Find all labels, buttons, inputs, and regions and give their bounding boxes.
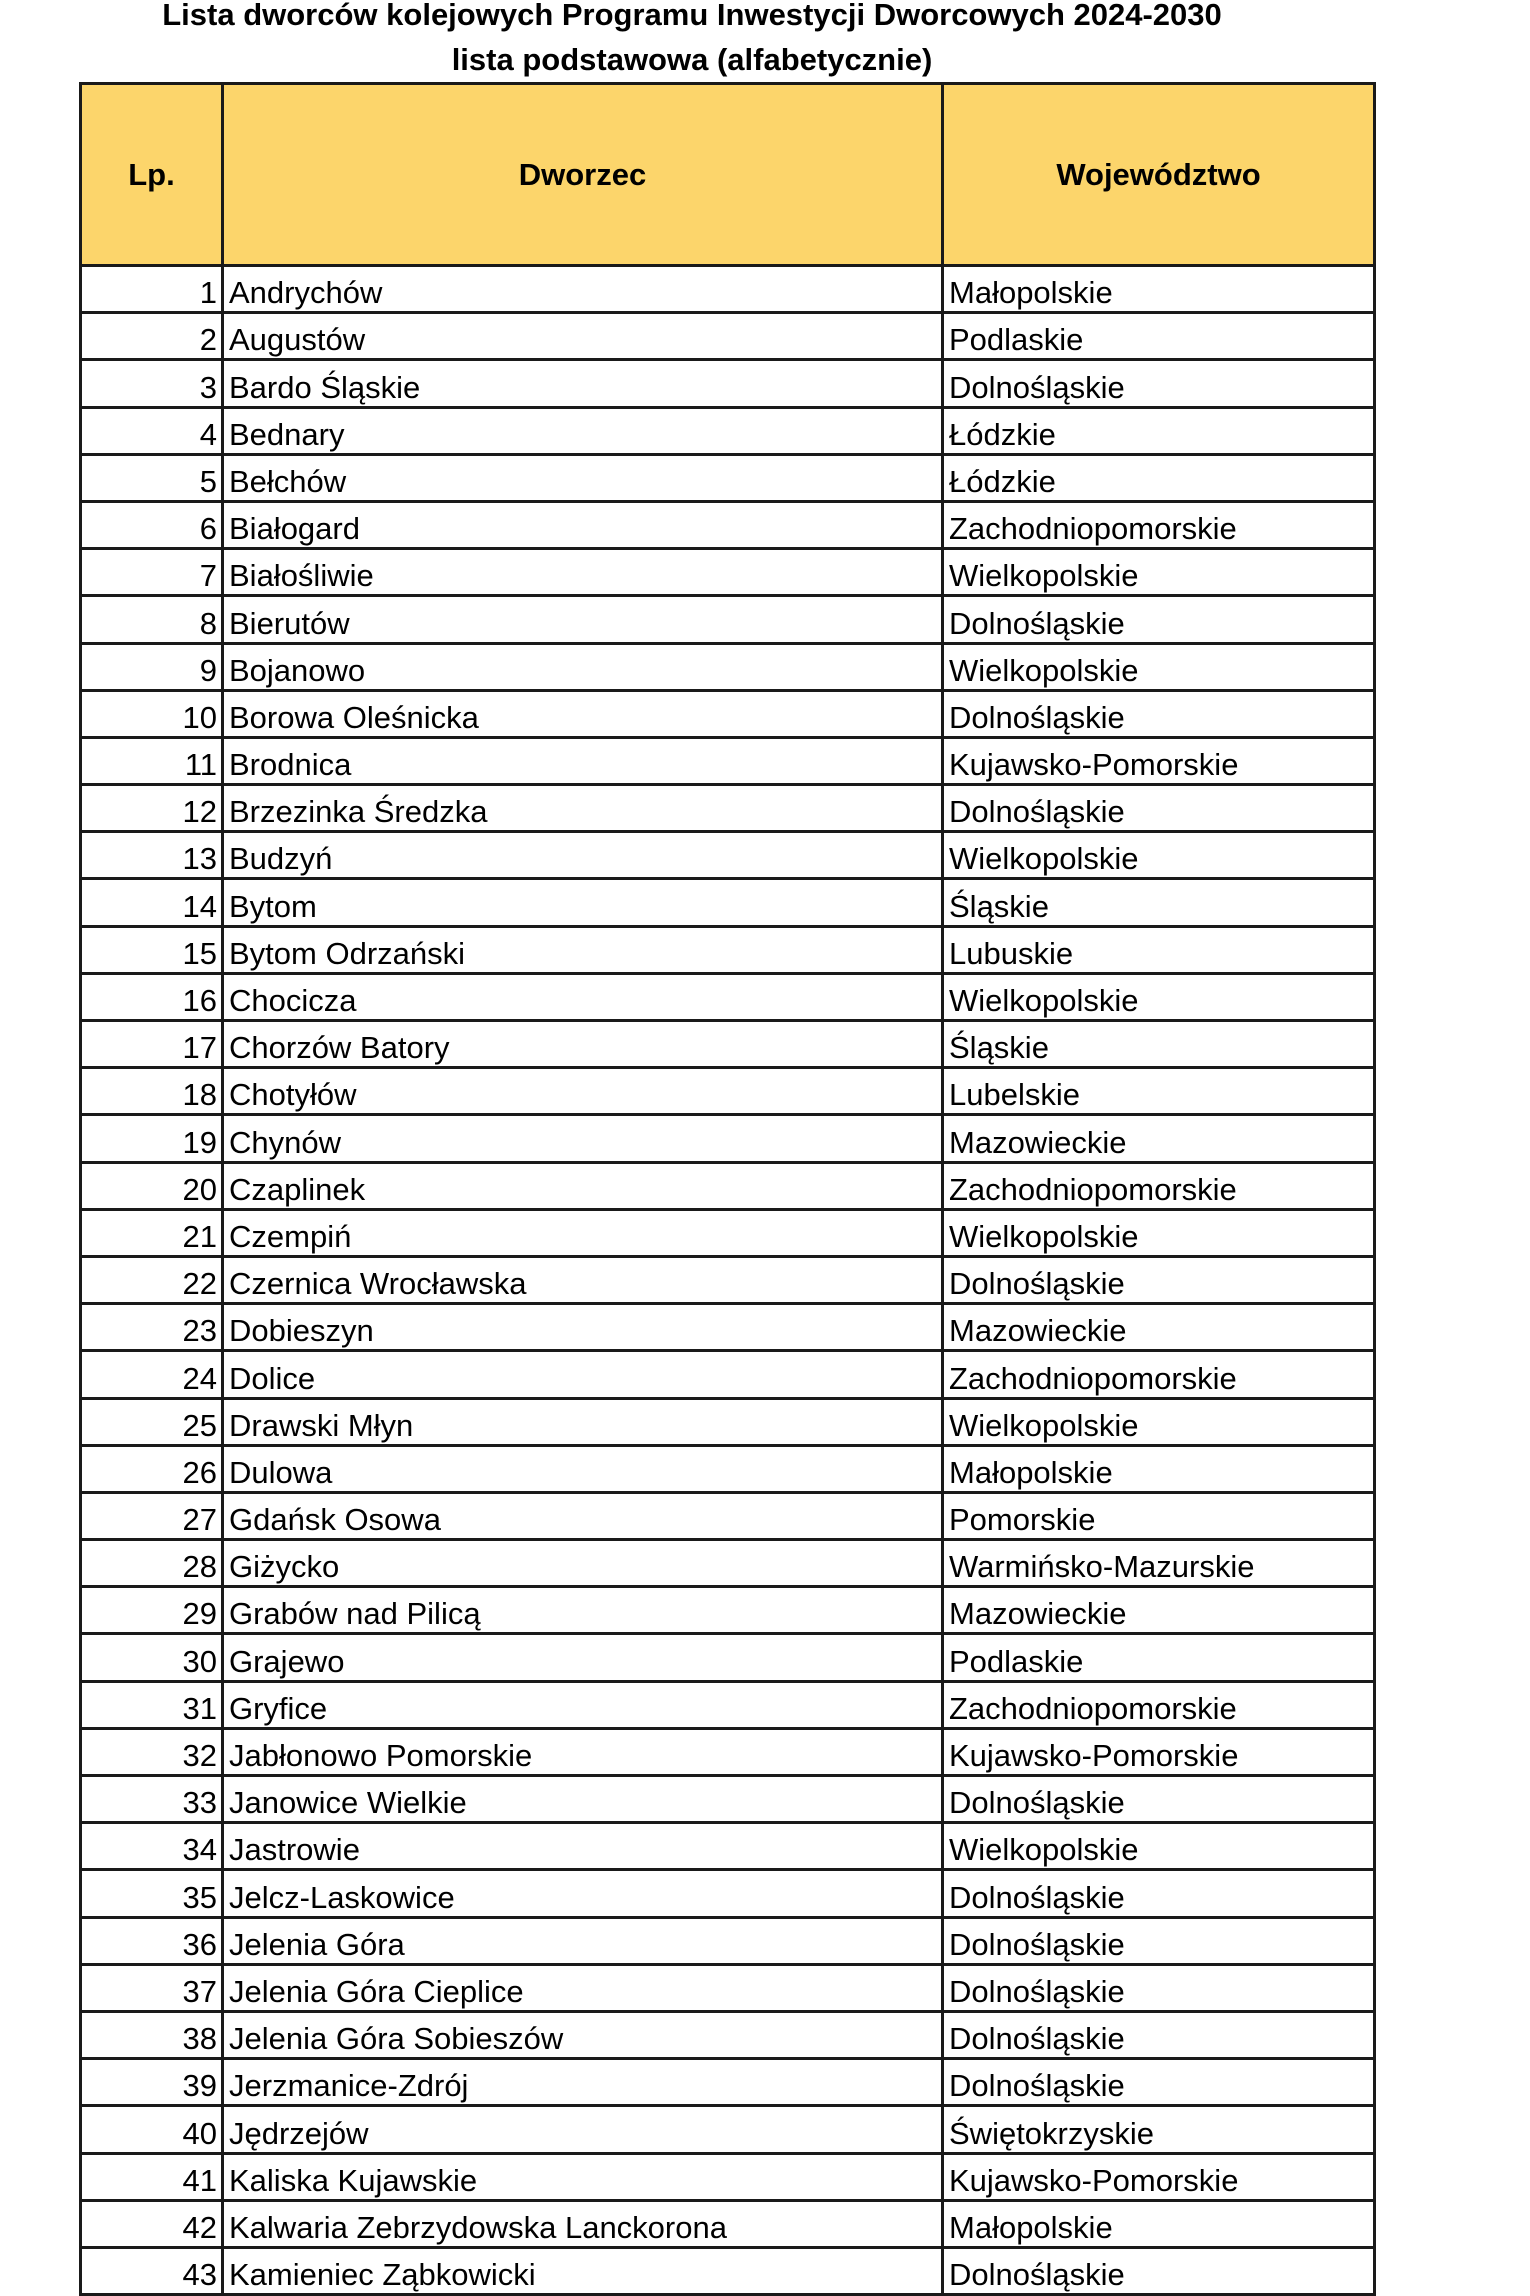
station-name: Chorzów Batory xyxy=(223,1021,943,1068)
voivodeship: Małopolskie xyxy=(943,2200,1375,2247)
voivodeship: Pomorskie xyxy=(943,1492,1375,1539)
row-number: 28 xyxy=(81,1540,223,1587)
station-name: Chocicza xyxy=(223,973,943,1020)
voivodeship: Mazowieckie xyxy=(943,1587,1375,1634)
station-name: Bytom xyxy=(223,879,943,926)
row-number: 40 xyxy=(81,2106,223,2153)
row-number: 29 xyxy=(81,1587,223,1634)
table-row xyxy=(81,1540,1375,1587)
voivodeship: Zachodniopomorskie xyxy=(943,1351,1375,1398)
voivodeship: Małopolskie xyxy=(943,1445,1375,1492)
voivodeship: Śląskie xyxy=(943,879,1375,926)
table-row xyxy=(81,1115,1375,1162)
table-row xyxy=(81,1964,1375,2011)
table-row xyxy=(81,407,1375,454)
table-row xyxy=(81,266,1375,313)
table-row xyxy=(81,360,1375,407)
voivodeship: Dolnośląskie xyxy=(943,1776,1375,1823)
station-name: Giżycko xyxy=(223,1540,943,1587)
station-name: Kaliska Kujawskie xyxy=(223,2153,943,2200)
table-row xyxy=(81,501,1375,548)
row-number: 14 xyxy=(81,879,223,926)
row-number: 35 xyxy=(81,1870,223,1917)
station-name: Jelenia Góra xyxy=(223,1917,943,1964)
voivodeship: Dolnośląskie xyxy=(943,2059,1375,2106)
table-row xyxy=(81,2059,1375,2106)
station-name: Jelenia Góra Sobieszów xyxy=(223,2011,943,2058)
station-name: Gdańsk Osowa xyxy=(223,1492,943,1539)
document-subtitle: lista podstawowa (alfabetycznie) xyxy=(451,42,933,77)
table-row xyxy=(81,2106,1375,2153)
voivodeship: Wielkopolskie xyxy=(943,1823,1375,1870)
station-name: Jerzmanice-Zdrój xyxy=(223,2059,943,2106)
voivodeship: Dolnośląskie xyxy=(943,360,1375,407)
row-number: 5 xyxy=(81,454,223,501)
table-row xyxy=(81,596,1375,643)
station-name: Jędrzejów xyxy=(223,2106,943,2153)
station-name: Andrychów xyxy=(223,266,943,313)
row-number: 20 xyxy=(81,1162,223,1209)
stations-table xyxy=(79,82,1376,2296)
table-row xyxy=(81,1634,1375,1681)
table-row xyxy=(81,1021,1375,1068)
table-row xyxy=(81,1398,1375,1445)
voivodeship: Zachodniopomorskie xyxy=(943,1162,1375,1209)
table-row xyxy=(81,926,1375,973)
row-number: 3 xyxy=(81,360,223,407)
row-number: 39 xyxy=(81,2059,223,2106)
table-body xyxy=(81,266,1375,2295)
row-number: 27 xyxy=(81,1492,223,1539)
voivodeship: Wielkopolskie xyxy=(943,832,1375,879)
voivodeship: Łódzkie xyxy=(943,407,1375,454)
voivodeship: Dolnośląskie xyxy=(943,2247,1375,2294)
station-name: Janowice Wielkie xyxy=(223,1776,943,1823)
row-number: 38 xyxy=(81,2011,223,2058)
station-name: Bełchów xyxy=(223,454,943,501)
station-name: Jastrowie xyxy=(223,1823,943,1870)
voivodeship: Dolnośląskie xyxy=(943,690,1375,737)
table-row xyxy=(81,832,1375,879)
table-row xyxy=(81,313,1375,360)
voivodeship: Wielkopolskie xyxy=(943,1398,1375,1445)
voivodeship: Dolnośląskie xyxy=(943,1256,1375,1303)
voivodeship: Podlaskie xyxy=(943,1634,1375,1681)
row-number: 22 xyxy=(81,1256,223,1303)
voivodeship: Dolnośląskie xyxy=(943,1870,1375,1917)
table-row xyxy=(81,1870,1375,1917)
row-number: 42 xyxy=(81,2200,223,2247)
station-name: Jabłonowo Pomorskie xyxy=(223,1728,943,1775)
row-number: 26 xyxy=(81,1445,223,1492)
voivodeship: Wielkopolskie xyxy=(943,1209,1375,1256)
table-row xyxy=(81,1917,1375,1964)
row-number: 9 xyxy=(81,643,223,690)
station-name: Bytom Odrzański xyxy=(223,926,943,973)
row-number: 2 xyxy=(81,313,223,360)
table-row xyxy=(81,1776,1375,1823)
document-title: Lista dworców kolejowych Programu Inwestycji Dworcowych 2024-2030 xyxy=(162,0,1222,32)
row-number: 33 xyxy=(81,1776,223,1823)
row-number: 34 xyxy=(81,1823,223,1870)
table-row xyxy=(81,1162,1375,1209)
station-name: Augustów xyxy=(223,313,943,360)
row-number: 24 xyxy=(81,1351,223,1398)
row-number: 31 xyxy=(81,1681,223,1728)
voivodeship: Mazowieckie xyxy=(943,1304,1375,1351)
station-name: Dolice xyxy=(223,1351,943,1398)
table-row xyxy=(81,1209,1375,1256)
voivodeship: Mazowieckie xyxy=(943,1115,1375,1162)
station-name: Bednary xyxy=(223,407,943,454)
voivodeship: Lubelskie xyxy=(943,1068,1375,1115)
station-name: Budzyń xyxy=(223,832,943,879)
voivodeship: Wielkopolskie xyxy=(943,643,1375,690)
station-name: Brzezinka Średzka xyxy=(223,785,943,832)
row-number: 7 xyxy=(81,549,223,596)
table-row xyxy=(81,973,1375,1020)
station-name: Bojanowo xyxy=(223,643,943,690)
table-row xyxy=(81,1681,1375,1728)
voivodeship: Lubuskie xyxy=(943,926,1375,973)
table-row xyxy=(81,2011,1375,2058)
row-number: 30 xyxy=(81,1634,223,1681)
table-row xyxy=(81,2200,1375,2247)
station-name: Jelenia Góra Cieplice xyxy=(223,1964,943,2011)
table-row xyxy=(81,1256,1375,1303)
station-name: Czaplinek xyxy=(223,1162,943,1209)
station-name: Czernica Wrocławska xyxy=(223,1256,943,1303)
voivodeship: Zachodniopomorskie xyxy=(943,501,1375,548)
voivodeship: Dolnośląskie xyxy=(943,785,1375,832)
voivodeship: Warmińsko-Mazurskie xyxy=(943,1540,1375,1587)
station-name: Czempiń xyxy=(223,1209,943,1256)
station-name: Drawski Młyn xyxy=(223,1398,943,1445)
table-row xyxy=(81,690,1375,737)
row-number: 25 xyxy=(81,1398,223,1445)
table-row xyxy=(81,549,1375,596)
voivodeship: Kujawsko-Pomorskie xyxy=(943,737,1375,784)
table-row xyxy=(81,785,1375,832)
row-number: 18 xyxy=(81,1068,223,1115)
table-row xyxy=(81,2247,1375,2294)
table-row xyxy=(81,2153,1375,2200)
voivodeship: Dolnośląskie xyxy=(943,2011,1375,2058)
voivodeship: Wielkopolskie xyxy=(943,549,1375,596)
station-name: Grabów nad Pilicą xyxy=(223,1587,943,1634)
station-name: Kamieniec Ząbkowicki xyxy=(223,2247,943,2294)
table-row xyxy=(81,1351,1375,1398)
row-number: 36 xyxy=(81,1917,223,1964)
station-name: Dobieszyn xyxy=(223,1304,943,1351)
column-header-lp: Lp. xyxy=(81,84,223,266)
table-row xyxy=(81,1823,1375,1870)
voivodeship: Podlaskie xyxy=(943,313,1375,360)
row-number: 32 xyxy=(81,1728,223,1775)
table-row xyxy=(81,454,1375,501)
table-row xyxy=(81,737,1375,784)
station-name: Chotyłów xyxy=(223,1068,943,1115)
voivodeship: Łódzkie xyxy=(943,454,1375,501)
row-number: 6 xyxy=(81,501,223,548)
row-number: 1 xyxy=(81,266,223,313)
row-number: 15 xyxy=(81,926,223,973)
row-number: 19 xyxy=(81,1115,223,1162)
station-name: Chynów xyxy=(223,1115,943,1162)
row-number: 17 xyxy=(81,1021,223,1068)
station-name: Borowa Oleśnicka xyxy=(223,690,943,737)
row-number: 16 xyxy=(81,973,223,1020)
voivodeship: Dolnośląskie xyxy=(943,1917,1375,1964)
row-number: 37 xyxy=(81,1964,223,2011)
row-number: 11 xyxy=(81,737,223,784)
voivodeship: Dolnośląskie xyxy=(943,596,1375,643)
column-header-dworzec: Dworzec xyxy=(223,84,943,266)
row-number: 8 xyxy=(81,596,223,643)
table-row xyxy=(81,879,1375,926)
station-name: Kalwaria Zebrzydowska Lanckorona xyxy=(223,2200,943,2247)
voivodeship: Dolnośląskie xyxy=(943,1964,1375,2011)
voivodeship: Świętokrzyskie xyxy=(943,2106,1375,2153)
station-name: Grajewo xyxy=(223,1634,943,1681)
table-row xyxy=(81,1587,1375,1634)
column-header-wojewodztwo: Województwo xyxy=(943,84,1375,266)
row-number: 4 xyxy=(81,407,223,454)
station-name: Brodnica xyxy=(223,737,943,784)
station-name: Białogard xyxy=(223,501,943,548)
voivodeship: Kujawsko-Pomorskie xyxy=(943,2153,1375,2200)
station-name: Gryfice xyxy=(223,1681,943,1728)
row-number: 13 xyxy=(81,832,223,879)
row-number: 21 xyxy=(81,1209,223,1256)
row-number: 43 xyxy=(81,2247,223,2294)
station-name: Białośliwie xyxy=(223,549,943,596)
voivodeship: Wielkopolskie xyxy=(943,973,1375,1020)
voivodeship: Kujawsko-Pomorskie xyxy=(943,1728,1375,1775)
voivodeship: Małopolskie xyxy=(943,266,1375,313)
row-number: 41 xyxy=(81,2153,223,2200)
row-number: 10 xyxy=(81,690,223,737)
row-number: 23 xyxy=(81,1304,223,1351)
table-row xyxy=(81,1304,1375,1351)
station-name: Bardo Śląskie xyxy=(223,360,943,407)
table-header-row xyxy=(81,84,1375,266)
table-row xyxy=(81,1492,1375,1539)
station-name: Bierutów xyxy=(223,596,943,643)
table-row xyxy=(81,1445,1375,1492)
table-row xyxy=(81,1068,1375,1115)
station-name: Dulowa xyxy=(223,1445,943,1492)
voivodeship: Śląskie xyxy=(943,1021,1375,1068)
table-row xyxy=(81,1728,1375,1775)
station-name: Jelcz-Laskowice xyxy=(223,1870,943,1917)
table-row xyxy=(81,643,1375,690)
row-number: 12 xyxy=(81,785,223,832)
voivodeship: Zachodniopomorskie xyxy=(943,1681,1375,1728)
